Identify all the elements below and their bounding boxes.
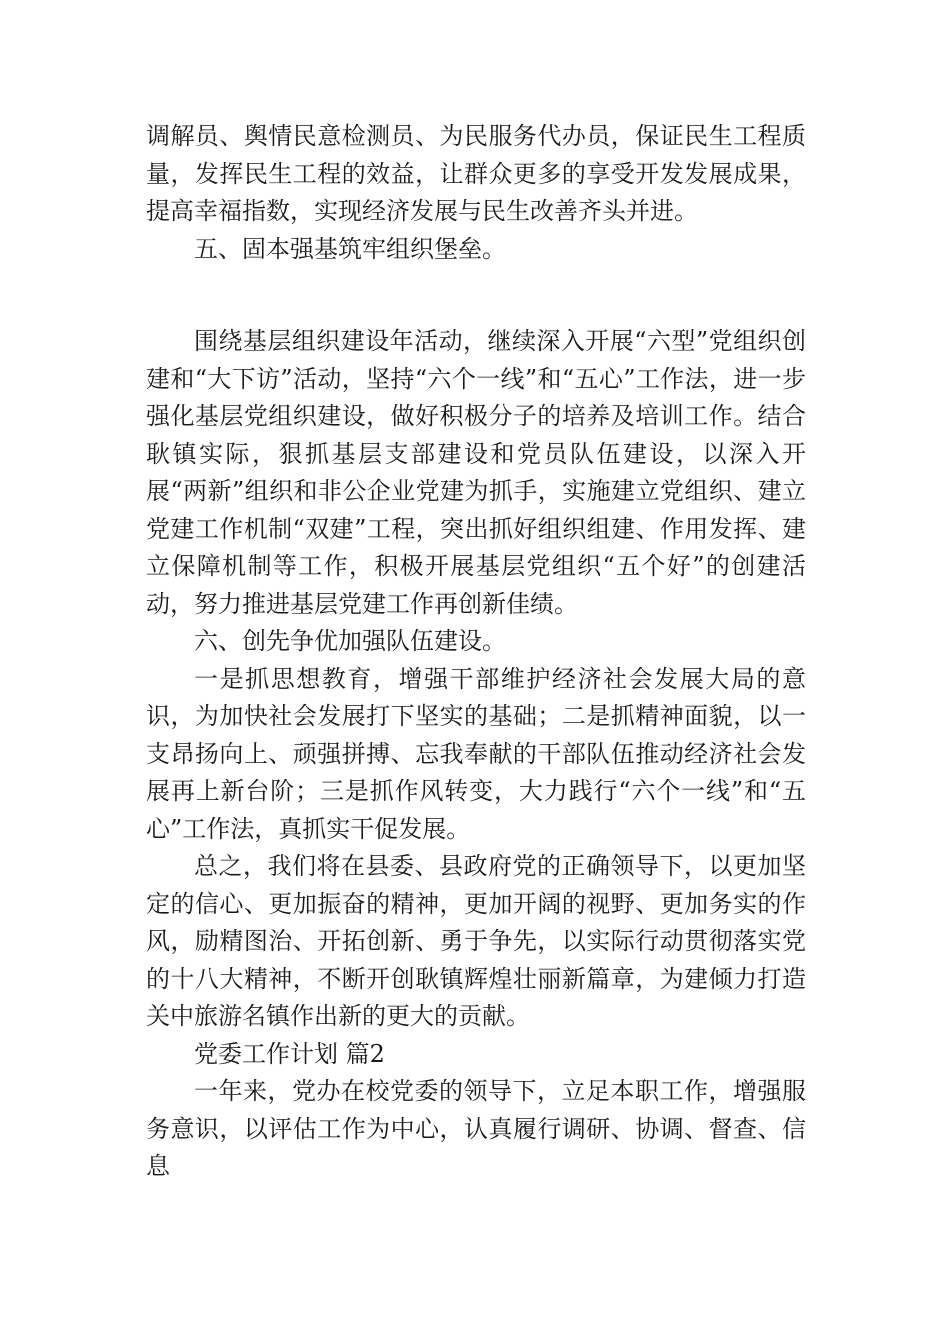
paragraph-team-building: 一是抓思想教育，增强干部维护经济社会发展大局的意识，为加快社会发展打下坚实的基础；二是抓精神面貌，以一支昂扬向上、顽强拼搏、忘我奉献的干部队伍推动经济社会发展再上新台阶；三是抓作风转变，大力践行“六个一线”和“五心”工作法，真抓实干促发展。 [146,664,806,843]
paragraph-summary: 总之，我们将在县委、县政府党的正确领导下，以更加坚定的信心、更加振奋的精神，更加开阔的视野、更加务实的作风，励精图治、开拓创新、勇于争先，以实际行动贯彻落实党的十八大精神，不断开创耿镇辉煌壮丽新篇章，为建倾力打造关中旅游名镇作出新的更大的贡献。 [146,852,806,1030]
paragraph-organization: 围绕基层组织建设年活动，继续深入开展“六型”党组织创建和“大下访”活动，坚持“六个一线”和“五心”工作法，进一步强化基层党组织建设，做好积极分子的培养及培训工作。结合耿镇实际，狠抓基层支部建设和党员队伍建设，以深入开展“两新”组织和非公企业党建为抓手，实施建立党组织、建立党建工作机制“双建”工程，突出抓好组织组建、作用发挥、建立保障机制等工作，积极开展基层党组织“五个好”的创建活动，努力推进基层党建工作再创新佳绩。 [146,327,806,618]
document-page [146,118,806,1186]
article-title-part-2: 党委工作计划 篇2 [194,1039,385,1068]
section-heading-six: 六、创先争优加强队伍建设。 [194,627,506,655]
section-heading-five: 五、固本强基筑牢组织堡垒。 [194,234,506,263]
paragraph-continuation: 调解员、舆情民意检测员、为民服务代办员，保证民生工程质量，发挥民生工程的效益，让群众更多的享受开发发展成果，提高幸福指数，实现经济发展与民生改善齐头并进。 [146,122,806,225]
paragraph-part-2-intro: 一年来，党办在校党委的领导下，立足本职工作，增强服务意识，以评估工作为中心，认真履行调研、协调、督查、信息 [146,1077,806,1180]
